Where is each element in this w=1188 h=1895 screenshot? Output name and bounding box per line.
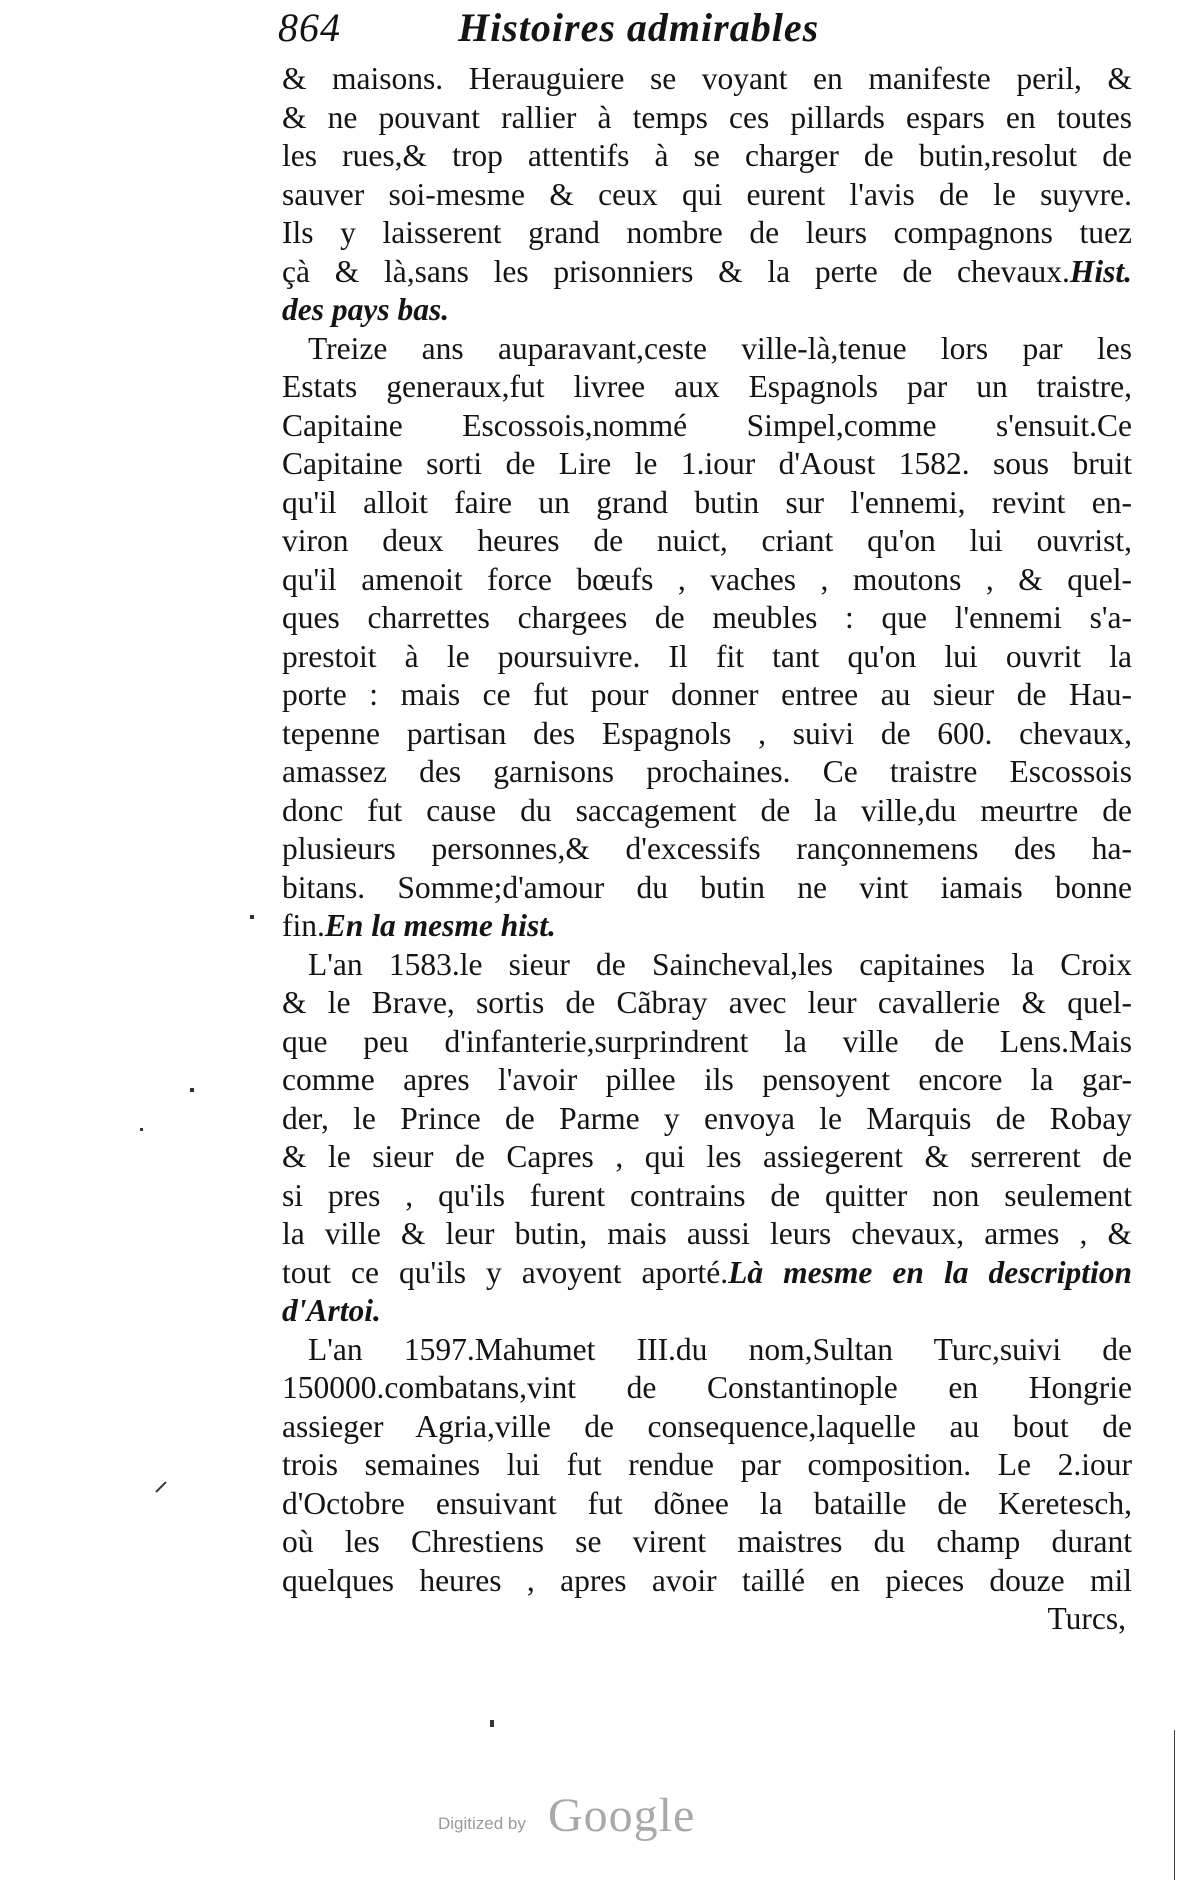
body-text (282, 60, 1132, 1639)
text-line (282, 561, 1132, 600)
text-line (282, 60, 1132, 99)
text-line (282, 869, 1132, 908)
text-line (282, 1485, 1132, 1524)
page-header (278, 4, 1138, 62)
catchword-line (282, 1600, 1132, 1639)
marginal-reference: En la mesme hist. (324, 908, 556, 943)
text-line-content: si pres , qu'ils furent contrains de quitter non seulement (282, 1177, 1132, 1213)
text-line (282, 984, 1132, 1023)
ink-speck (250, 915, 254, 919)
text-line (282, 137, 1132, 176)
text-line-content: sauver soi-mesme & ceux qui eurent l'avis de le suyvre. (282, 176, 1132, 212)
text-line-content: amassez des garnisons prochaines. Ce traistre Escossois (282, 754, 1132, 789)
page-number: 864 (278, 5, 341, 50)
text-line (282, 1177, 1132, 1216)
text-line-content: trois semaines lui fut rendue par composition. Le 2.iour (282, 1447, 1132, 1482)
text-line (282, 1369, 1132, 1408)
google-watermark: Google (548, 1789, 696, 1842)
text-line-content: L'an 1583.le sieur de Saincheval,les capitaines la Croix (308, 946, 1132, 982)
text-line-content: assieger Agria,ville de consequence,laquelle au bout de (282, 1408, 1132, 1444)
text-line (282, 1215, 1132, 1254)
text-line-content: quelques heures , apres avoir taillé en pieces douze mil (282, 1562, 1132, 1598)
marginal-reference: des pays bas. (282, 292, 450, 327)
text-line-content: porte : mais ce fut pour donner entree au sieur de Hau- (282, 677, 1132, 712)
ink-speck (140, 1128, 143, 1131)
text-line-content: Capitaine Escossois,nommé Simpel,comme s'ensuit.Ce (282, 407, 1132, 443)
text-line-content: 150000.combatans,vint de Constantinople en Hongrie (282, 1370, 1132, 1405)
text-line (282, 599, 1132, 638)
text-line-content: & le Brave, sortis de Cãbray avec leur cavallerie & quel- (282, 985, 1132, 1020)
text-line-content: d'Octobre ensuivant fut dõnee la bataille de Keretesch, (282, 1485, 1132, 1521)
text-line (282, 1100, 1132, 1139)
digitized-by-label: Digitized by (438, 1814, 526, 1833)
text-line (282, 676, 1132, 715)
text-line-content: viron deux heures de nuict, criant qu'on lui ouvrist, (282, 523, 1132, 558)
text-line (282, 1061, 1132, 1100)
text-line (282, 1562, 1132, 1601)
text-line (282, 214, 1132, 253)
text-line-content: & le sieur de Capres , qui les assiegerent & serrerent de (282, 1139, 1132, 1174)
text-line-content: bitans. Somme;d'amour du butin ne vint iamais bonne (282, 869, 1132, 905)
text-line-content: comme apres l'avoir pillee ils pensoyent encore la gar- (282, 1062, 1132, 1097)
text-line (282, 1331, 1132, 1370)
text-line-content: donc fut cause du saccagement de la ville,du meurtre de (282, 792, 1132, 828)
text-line (282, 1408, 1132, 1447)
text-line (282, 1023, 1132, 1062)
text-line (282, 638, 1132, 677)
running-title: Histoires admirables (458, 5, 820, 50)
text-line-content: Capitaine sorti de Lire le 1.iour d'Aoust 1582. sous bruit (282, 446, 1132, 481)
text-line-content: & maisons. Herauguiere se voyant en manifeste peril, & (282, 61, 1132, 96)
text-line (282, 715, 1132, 754)
ink-speck (490, 1720, 494, 1727)
text-line-content: Estats generaux,fut livree aux Espagnols par un traistre, (282, 369, 1132, 404)
text-line (282, 1254, 1132, 1293)
text-line (282, 1523, 1132, 1562)
text-line (282, 1138, 1132, 1177)
text-line-content: que peu d'infanterie,surprindrent la ville de Lens.Mais (282, 1023, 1132, 1059)
text-line-content: la ville & leur butin, mais aussi leurs chevaux, armes , & (282, 1216, 1132, 1251)
scan-edge-line (1174, 1730, 1175, 1880)
text-line-content: der, le Prince de Parme y envoya le Marquis de Robay (282, 1100, 1132, 1136)
marginal-reference: Hist. (1069, 253, 1132, 289)
text-line-content: plusieurs personnes,& d'excessifs rançonnemens des ha- (282, 831, 1132, 866)
digitization-footer (438, 1788, 758, 1848)
text-line (282, 253, 1132, 292)
text-line (282, 907, 1132, 946)
text-line (282, 407, 1132, 446)
text-line (282, 291, 1132, 330)
text-line (282, 1446, 1132, 1485)
text-line-content: çà & là,sans les prisonniers & la perte de chevaux. (282, 253, 1070, 289)
text-line (282, 753, 1132, 792)
text-line-content: L'an 1597.Mahumet III.du nom,Sultan Turc,suivi de (308, 1331, 1132, 1367)
text-line-content: qu'il alloit faire un grand butin sur l'ennemi, revint en- (282, 484, 1132, 520)
text-line-content: fin. (282, 908, 325, 943)
text-line-content: qu'il amenoit force bœufs , vaches , moutons , & quel- (282, 561, 1132, 597)
ink-speck (155, 1481, 166, 1492)
marginal-reference: Là mesme en la description (728, 1254, 1132, 1290)
text-line (282, 946, 1132, 985)
text-line (282, 1292, 1132, 1331)
text-line-content: Ils y laisserent grand nombre de leurs compagnons tuez (282, 215, 1132, 250)
text-line (282, 330, 1132, 369)
catchword: Turcs, (1047, 1601, 1126, 1636)
text-line (282, 484, 1132, 523)
text-line (282, 99, 1132, 138)
text-line-content: Treize ans auparavant,ceste ville-là,tenue lors par les (308, 330, 1132, 366)
text-line (282, 522, 1132, 561)
text-line (282, 368, 1132, 407)
text-line-content: & ne pouvant rallier à temps ces pillards espars en toutes (282, 99, 1132, 135)
text-line (282, 792, 1132, 831)
text-line-content: prestoit à le poursuivre. Il fit tant qu'on lui ouvrit la (282, 638, 1132, 674)
ink-speck (190, 1088, 194, 1092)
text-line (282, 445, 1132, 484)
text-line (282, 830, 1132, 869)
text-line (282, 176, 1132, 215)
text-line-content: tout ce qu'ils y avoyent aporté. (282, 1254, 729, 1290)
text-line-content: tepenne partisan des Espagnols , suivi de 600. chevaux, (282, 715, 1132, 751)
text-line-content: les rues,& trop attentifs à se charger de butin,resolut de (282, 138, 1132, 173)
text-line-content: ques charrettes chargees de meubles : que l'ennemi s'a- (282, 600, 1132, 635)
text-line-content: où les Chrestiens se virent maistres du champ durant (282, 1524, 1132, 1559)
marginal-reference: d'Artoi. (282, 1293, 381, 1328)
